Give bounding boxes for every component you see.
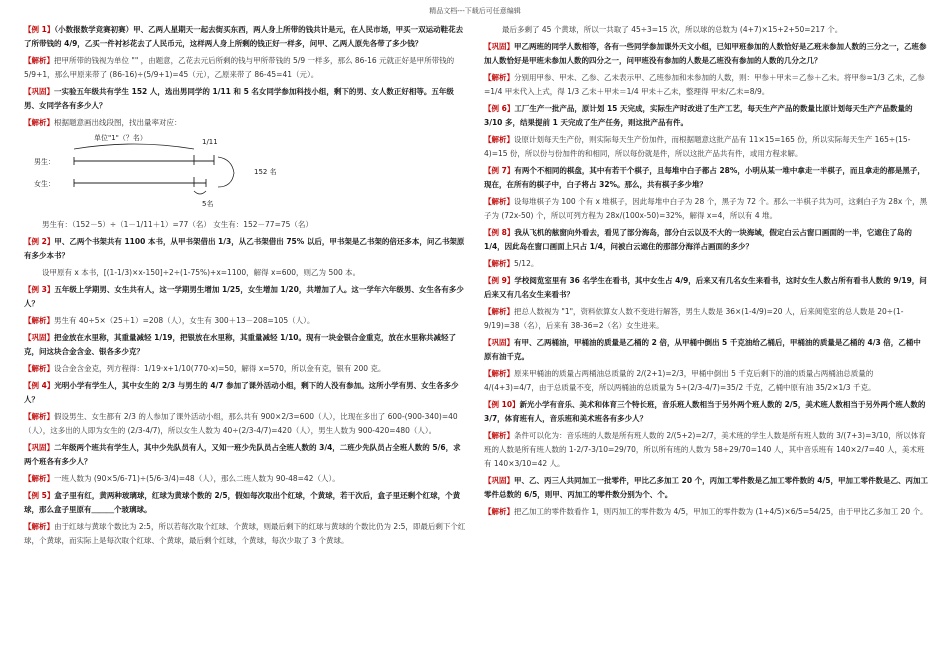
problem-tag: 【解析】 [484, 259, 514, 268]
problem-tag: 【解析】 [24, 522, 54, 531]
problem-block [484, 274, 928, 302]
problem-block [484, 40, 928, 68]
diagram-total: 152 名 [254, 168, 277, 176]
problem-tag: 【巩固】 [484, 338, 514, 347]
solution-text: 一班人数为 (90×5/6-71)÷(5/6-3/4)=48（人），那么二班人数为 90-48=42（人）。 [54, 474, 340, 483]
solution-text: 设原计划每天生产份，则实际每天生产份加件，而根据题意这批产品有 11×15=165 份，所以实际每天生产 165÷(15-4)=15 份，所以份与份加件的和相同，所以每份就是件，所以这批产品共有件，或用方程求解。 [484, 135, 911, 158]
problem-tag: 【例 2】 [24, 237, 55, 246]
solution-text: 把总人数视为 "1"，资料依算女人数不变进行解答，男生人数是 36×(1-4/9)=20 人，后来阅览室的总人数是 20÷(1-9/19)=38（名），后来有 38-36=2（名）女生进来。 [484, 307, 904, 330]
problem-tag: 【解析】 [24, 316, 54, 325]
problem-block [24, 489, 468, 517]
problem-tag: 【例 7】 [484, 166, 515, 175]
problem-tag: 【解析】 [24, 56, 54, 65]
line-segment-diagram [34, 131, 468, 215]
problem-text: 光明小学有学生人，其中女生的 2/3 与男生的 4/7 参加了课外活动小组，剩下的人没有参加。这所小学有男、女生各多少人？ [24, 381, 459, 404]
problem-tag: 【例 1】 [24, 25, 55, 34]
problem-tag: 【解析】 [484, 369, 514, 378]
diagram-title: 单位"1"（？名） [94, 134, 147, 142]
problem-text: 有甲、乙两桶油，甲桶油的质量是乙桶的 2 倍，从甲桶中倒出 5 千克油给乙桶后，甲桶油的质量是乙桶的 4/3 倍，乙桶中原有油千克。 [484, 338, 921, 361]
problem-tag: 【例 8】 [484, 228, 515, 237]
solution-text: 设每堆棋子为 100 个有 x 堆棋子，因此每堆中白子为 28 个，黑子为 72 个。那么一半棋子共为可，这剩白子为 28x 个，黑子为 (72x-50) 个，所以可列方程为 28x/(100x-50)=32%，解得 x=4，所以有 4 堆。 [484, 197, 928, 220]
solution-block [484, 367, 928, 395]
solution-block [24, 266, 468, 280]
problem-tag: 【解析】 [484, 307, 514, 316]
problem-text: 盒子里有红，黄两种玻璃球，红球为黄球个数的 2/5，假如每次取出个红球，个黄球，若干次后，盒子里还剩个红球，个黄球，那么盒子里原有＿＿＿个玻璃球。 [24, 491, 461, 514]
problem-tag: 【例 3】 [24, 285, 55, 294]
problem-block [24, 441, 468, 469]
problem-text: 甲乙两班的同学人数相等，各有一些同学参加课外天文小组，已知甲班参加的人数恰好是乙班未参加人数的三分之一，乙班参加人数恰好是甲班未参加人数的四分之一，问甲班没有参加的人数是乙班没有参加的人数的几分之几？ [484, 42, 927, 65]
problem-tag: 【解析】 [484, 73, 514, 82]
problem-block [484, 474, 928, 502]
solution-block [484, 257, 928, 271]
solution-text: 条件可以化为：音乐班的人数是所有班人数的 2/(5+2)=2/7，美术班的学生人数是所有班人数的 3/(7+3)=3/10，所以体育班的人数是所有班人数的 1-2/7-3/10=29/70，所以所有班的人数为 58÷29/70=140 人，其中音乐班有 140×2/7=40 人，美术班有 140×3/10=42 人。 [484, 431, 926, 468]
problem-tag: 【巩固】 [484, 42, 514, 51]
problem-text: 把金放在水里称，其重量减轻 1/19，把银放在水里称，其重量减轻 1/10。现有一块金银合金重克，放在水里称共减轻了克，问这块合金含金、银各多少克？ [24, 333, 457, 356]
problem-tag: 【例 9】 [484, 276, 515, 285]
solution-block [484, 305, 928, 333]
diagram-row-female: 女生： [34, 180, 55, 188]
right-column [484, 20, 928, 668]
problem-text: （小数报数学竞赛初赛）甲、乙两人星期天一起去街买东西，两人身上所带的钱共计是元，在人民市场，甲买一双运动鞋花去了所带钱的 4/9，乙买一件衬衫花去了人民币元，这样两人身上所剩的钱正好一样多，问甲、乙两人原先各带了多少钱？ [24, 25, 464, 48]
problem-text: 学校阅览室里有 36 名学生在看书，其中女生占 4/9，后来又有几名女生来看书，这时女生人数占所有看书人数的 9/19，问后来又有几名女生来看书？ [484, 276, 927, 299]
solution-block [484, 71, 928, 99]
solution-block [24, 218, 468, 232]
problem-text: 甲、乙两个书架共有 1100 本书，从甲书架借出 1/3，从乙书架借出 75% 以后，甲书架是乙书架的倍还多本，问乙书架原有多少本书？ [24, 237, 465, 260]
solution-text: 设甲原有 x 本书，[(1-1/3)×x-150]÷2÷(1-75%)+x=1100，解得 x=600，则乙为 500 本。 [42, 268, 361, 277]
problem-tag: 【解析】 [484, 135, 514, 144]
problem-text: 五年级上学期男、女生共有人，这一学期男生增加 1/25，女生增加 1/20，共增加了人。这一学年六年级男、女生各有多少人？ [24, 285, 464, 308]
solution-text: 设合金含金克，列方程得：1/19·x+1/10(770-x)=50，解得 x=570，所以金有克，银有 200 克。 [54, 364, 386, 373]
solution-text: 把甲所带的钱视为单位 "" ，由题意，乙花去元后所剩的钱与甲所带钱的 5/9 一样多，那么 86-16 元就正好是甲所带钱的 5/9+1，那么甲原来带了 (86-16)÷(5/9+1)=45（元），乙原来带了 86-45=41（元）。 [24, 56, 455, 79]
problem-block [24, 379, 468, 407]
problem-block [24, 331, 468, 359]
solution-text: 男生有：（152－5）÷（1－1/11＋1）=77（名） 女生有：152－77=75（名） [42, 220, 313, 229]
problem-text: 一实验五年级共有学生 152 人，选出男同学的 1/11 和 5 名女同学参加科技小组，剩下的男、女人数正好相等。五年级男、女同学各有多少人？ [24, 87, 454, 110]
problem-block [24, 85, 468, 113]
diagram-fraction: 1/11 [202, 138, 218, 146]
problem-tag: 【解析】 [484, 507, 514, 516]
problem-tag: 【巩固】 [24, 87, 54, 96]
problem-tag: 【解析】 [24, 474, 54, 483]
problem-tag: 【巩固】 [24, 333, 54, 342]
solution-text: 最后多剩了 45 个黄球，所以一共取了 45÷3=15 次，所以球的总数为 (4+7)×15+2+50=217 个。 [502, 25, 843, 34]
problem-tag: 【解析】 [484, 197, 514, 206]
left-column [24, 20, 468, 668]
solution-text: 把乙加工的零件数看作 1，则丙加工的零件数为 4/5，甲加工的零件数为 (1+4/5)×6/5=54/25，由于甲比乙多加工 20 个。 [514, 507, 928, 516]
problem-text: 有两个不相同的棋盘，其中有若干个棋子，且每堆中白子都占 28%，小明从某一堆中拿走一半棋子，而且拿走的都是黑子，现在，在所有的棋子中，白子将占 32%。那么，共有棋子多少堆？ [484, 166, 925, 189]
problem-text: 工厂生产一批产品，原计划 15 天完成，实际生产时改进了生产工艺，每天生产产品的数量比原计划每天生产产品数量的 3/10 多，结果提前 1 天完成了生产任务，则这批产品有件。 [484, 104, 913, 127]
problem-tag: 【解析】 [24, 412, 54, 421]
problem-tag: 【巩固】 [24, 443, 54, 452]
solution-block [484, 195, 928, 223]
solution-block [24, 410, 468, 438]
solution-block [484, 429, 928, 471]
problem-text: 我从飞机的舷窗向外看去，看见了部分海岛，部分白云以及不大的一块海域，假定白云占窗口画面的一半，它遮住了岛的 1/4，因此岛在窗口画面上只占 1/4，问被白云遮住的那部分海洋占画面的多少？ [484, 228, 912, 251]
problem-text: 二年级两个班共有学生人，其中少先队员有人，又知一班少先队员占全班人数的 3/4，二班少先队员占全班人数的 5/6，求两个班各有多少人？ [24, 443, 461, 466]
solution-text: 分别用甲参、甲未、乙参、乙未表示甲、乙班参加和未参加的人数，则：甲参＋甲未＝乙参＋乙未。将甲参=1/3 乙未，乙参=1/4 甲未代入上式，得 1/3 乙未＋甲未＝1/4 甲未＋乙未，整理得 甲未/乙未=8/9。 [484, 73, 925, 96]
problem-block [484, 164, 928, 192]
problem-block [24, 283, 468, 311]
solution-text: 根据题意画出线段图，找出量率对应： [54, 118, 182, 127]
solution-text: 男生有 40÷5×（25＋1）=208（人），女生有 300＋13－208=105（人）。 [54, 316, 315, 325]
problem-block [484, 398, 928, 426]
solution-block [24, 362, 468, 376]
solution-text: 假设男生、女生都有 2/3 的人参加了课外活动小组，那么共有 900×2/3=600（人），比现在多出了 600-(900-340)=40（人），这多出的人即为女生的 (2/3-4/7)，所以女生人数为 40÷(2/3-4/7)=420（人），男生人数为 900-420=480（人）。 [24, 412, 458, 435]
problem-text: 新光小学有音乐、美术和体育三个特长班，音乐班人数相当于另外两个班人数的 2/5，美术班人数相当于另外两个班人数的 3/7，体育班有人，音乐班和美术班各有多少人？ [484, 400, 926, 423]
problem-tag: 【例 4】 [24, 381, 55, 390]
problem-block [484, 336, 928, 364]
problem-tag: 【解析】 [24, 364, 54, 373]
problem-tag: 【解析】 [484, 431, 514, 440]
solution-block [484, 133, 928, 161]
problem-tag: 【巩固】 [484, 476, 514, 485]
diagram-row-male: 男生： [34, 158, 55, 166]
solution-text: 由于红球与黄球个数比为 2:5，所以若每次取个红球、个黄球，则最后剩下的红球与黄球的个数比仍为 2:5，即最后剩下个红球，个黄球，而实际上是每次取个红球、个黄球，最后剩个红球，个黄球，每次少取了 3 个黄球。 [24, 522, 466, 545]
problem-tag: 【例 5】 [24, 491, 55, 500]
solution-block [484, 505, 928, 519]
solution-block [484, 23, 928, 37]
diagram-five: 5名 [202, 200, 214, 208]
solution-block [24, 520, 468, 548]
diagram-lines [34, 131, 274, 215]
problem-tag: 【例 6】 [484, 104, 515, 113]
problem-text: 甲、乙、丙三人共同加工一批零件，甲比乙多加工 20 个，丙加工零件数是乙加工零件数的 4/5，甲加工零件数是乙、丙加工零件总数的 6/5，则甲、丙加工的零件数分别为个、个。 [484, 476, 928, 499]
solution-block [24, 314, 468, 328]
solution-text: 原来甲桶油的质量占两桶油总质量的 2/(2+1)=2/3，甲桶中倒出 5 千克后剩下的油的质量占两桶油总质量的 4/(4+3)=4/7，由于总质量不变，所以两桶油的总质量为 5÷(2/3-4/7)=35/2 千克，乙桶中原有油 35/2×1/3 千克。 [484, 369, 876, 392]
problem-block [484, 102, 928, 130]
problem-tag: 【例 10】 [484, 400, 520, 409]
solution-block [24, 116, 468, 130]
problem-tag: 【解析】 [24, 118, 54, 127]
problem-block [24, 23, 468, 51]
solution-text: 5/12。 [514, 259, 539, 268]
problem-block [24, 235, 468, 263]
solution-block [24, 54, 468, 82]
solution-block [24, 472, 468, 486]
page-header: 精品文档---下载后可任意编辑 [429, 7, 521, 15]
problem-block [484, 226, 928, 254]
